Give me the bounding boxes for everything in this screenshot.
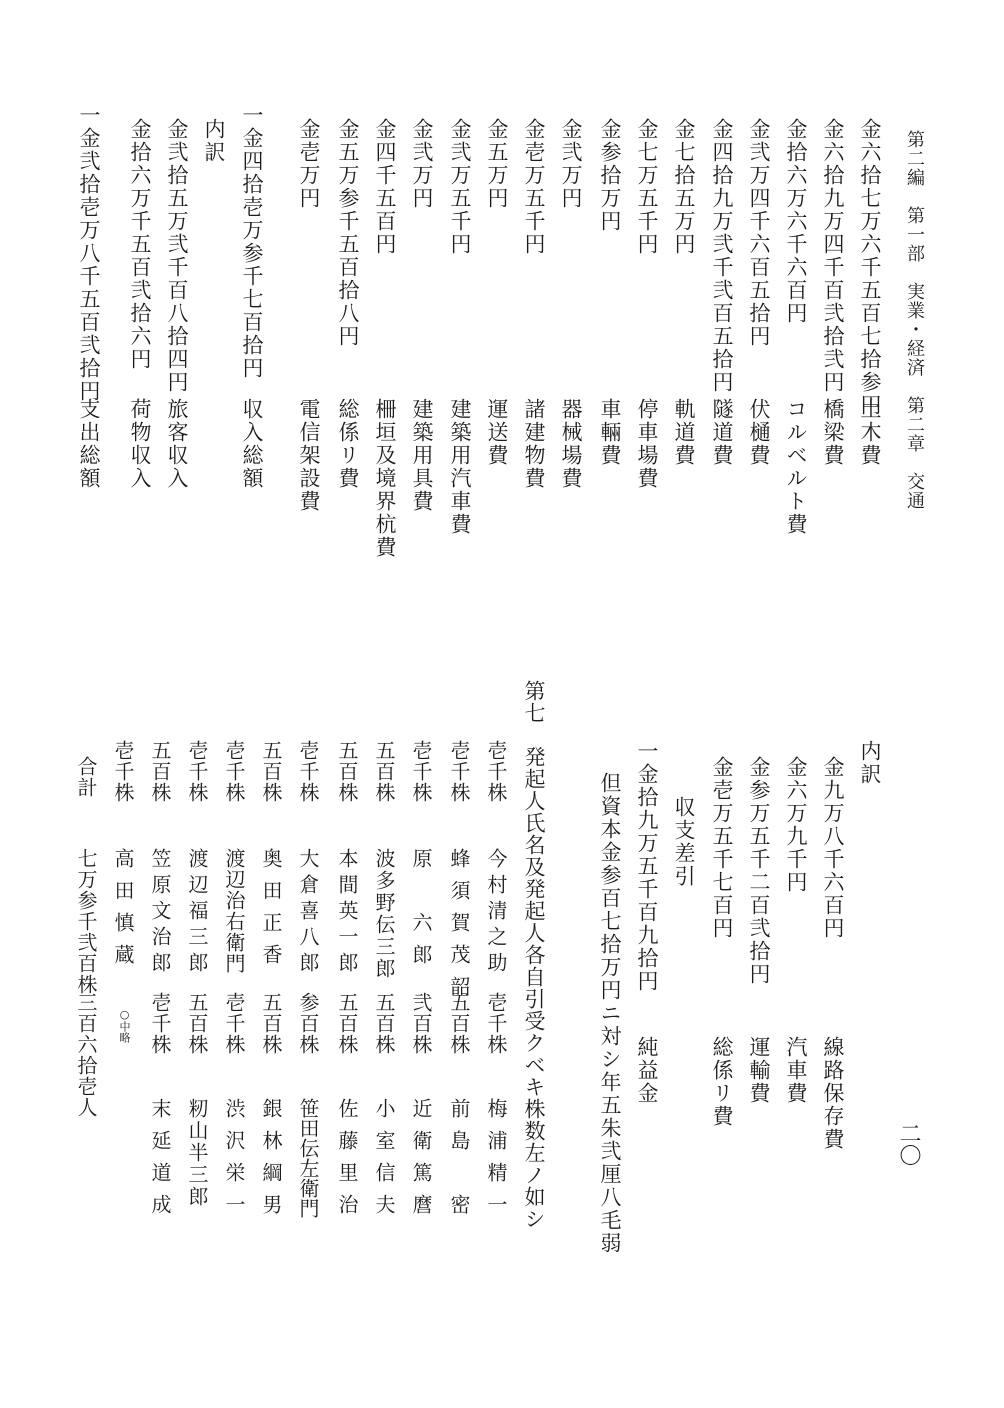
promoter-shares-a-7: 壱千株 — [222, 740, 246, 803]
amount-6: 金七万五千円 — [635, 118, 659, 256]
label-13: 柵垣及境界杭費 — [373, 398, 397, 559]
promoter-shares-a-10: 壱千株 — [111, 740, 135, 803]
label-12: 建築用具費 — [410, 398, 434, 513]
promoter-name-a-10: 高田慎蔵 — [111, 848, 135, 976]
promoter-shares-b-0: 壱千株 — [484, 992, 508, 1055]
promoter-shares-b-5: 参百株 — [296, 992, 320, 1055]
promoter-name-a-6: 奥田正香 — [259, 848, 283, 976]
promoter-shares-a-2: 壱千株 — [409, 740, 433, 803]
amount-10: 金五万円 — [485, 118, 509, 210]
income-label-1: 荷物収入 — [128, 398, 152, 490]
promoter-shares-a-0: 壱千株 — [484, 740, 508, 803]
expense-amount-1: 金六万九千円 — [784, 756, 808, 894]
promoter-name-b-0: 梅浦精一 — [484, 1098, 508, 1226]
expense-label-2: 運輸費 — [747, 1036, 771, 1105]
promoter-shares-b-9: 壱千株 — [148, 992, 172, 1055]
income-amount-0: 金弐拾五万弐千百八拾四円 — [165, 118, 189, 394]
promoter-shares-a-1: 壱千株 — [447, 740, 471, 803]
promoter-name-a-5: 大倉喜八郎 — [296, 848, 320, 978]
promoter-name-b-6: 銀林綱男 — [259, 1098, 283, 1226]
promoter-name-b-4: 佐藤里治 — [335, 1098, 359, 1226]
section-heading: 第七 発起人氏名及発起人各自引受クベキ株数左ノ如シ — [522, 680, 546, 1230]
expense-label-1: 汽車費 — [784, 1036, 808, 1105]
net-profit-label: 純益金 — [635, 1036, 659, 1105]
amount-2: 金拾六万六千六百円 — [784, 118, 808, 325]
promoter-name-b-3: 小室信夫 — [372, 1098, 396, 1226]
amount-15: 金壱万円 — [297, 118, 321, 210]
label-3: 伏樋費 — [747, 398, 771, 467]
expense-label-0: 線路保存費 — [821, 1036, 845, 1151]
page-number: 二〇 — [896, 1122, 921, 1166]
promoter-name-a-3: 波多野伝三郎 — [372, 848, 396, 980]
promoter-name-a-2: 原 六郎 — [409, 848, 433, 976]
promoter-shares-a-6: 五百株 — [259, 740, 283, 803]
promoter-name-b-1: 前島 密 — [447, 1098, 471, 1226]
running-head: 第二編 第一部 実業・経済 第二章 交通 — [904, 130, 925, 510]
promoter-name-b-2: 近衛篤麿 — [409, 1098, 433, 1226]
total-label: 合計 — [74, 756, 98, 798]
amount-7: 金参拾万円 — [598, 118, 622, 233]
amount-14: 金五万参千五百拾八円 — [336, 118, 360, 348]
label-10: 運送費 — [485, 398, 509, 467]
amount-4: 金四拾九万弐千弐百五拾円 — [710, 118, 734, 394]
amount-5: 金七拾五万円 — [672, 118, 696, 256]
promoter-shares-b-2: 弐百株 — [409, 992, 433, 1055]
amount-9: 金壱万五千円 — [522, 118, 546, 256]
expense-breakdown-label: 内訳 — [858, 740, 882, 786]
amount-1: 金六拾九万四千百弐拾弐円 — [821, 118, 845, 394]
total-shares: 七万参千弐百株 — [74, 848, 98, 995]
label-7: 車輛費 — [598, 398, 622, 467]
promoter-name-a-8: 渡辺福三郎 — [185, 848, 209, 978]
promoter-shares-b-4: 五百株 — [335, 992, 359, 1055]
total-income-label: 収入総額 — [240, 398, 264, 490]
promoter-name-a-7: 渡辺治右衛門 — [222, 848, 246, 974]
amount-11: 金弐万五千円 — [448, 118, 472, 256]
promoter-shares-a-8: 壱千株 — [185, 740, 209, 803]
label-2: コルベルト費 — [784, 398, 808, 536]
promoter-name-a-9: 笠原文治郎 — [148, 848, 172, 978]
promoter-name-b-5: 笹田伝左衛門 — [296, 1098, 320, 1218]
balance-label: 収支差引 — [672, 796, 696, 888]
promoter-name-b-9: 末延道成 — [148, 1098, 172, 1226]
label-15: 電信架設費 — [297, 398, 321, 513]
promoter-name-a-1: 蜂須賀茂韶 — [447, 848, 471, 1008]
income-breakdown-label: 内訳 — [202, 118, 226, 164]
amount-3: 金弐万四千六百五拾円 — [747, 118, 771, 348]
promoter-shares-a-5: 壱千株 — [296, 740, 320, 803]
expense-label-3: 総係リ費 — [710, 1036, 734, 1128]
promoter-shares-b-6: 五百株 — [259, 992, 283, 1055]
amount-12: 金弐万円 — [410, 118, 434, 210]
income-amount-1: 金拾六万千五百弐拾六円 — [128, 118, 152, 371]
label-5: 軌道費 — [672, 398, 696, 467]
total-income-amount: 一金四拾壱万参千七百拾円 — [240, 104, 264, 380]
promoter-shares-b-1: 五百株 — [447, 992, 471, 1055]
total-expense-amount: 一金弐拾壱万八千五百弐拾円 — [77, 104, 101, 403]
label-8: 器械場費 — [559, 398, 583, 490]
total-persons: 三百六拾壱人 — [74, 992, 98, 1118]
expense-amount-2: 金参万五千二百弐拾円 — [747, 756, 771, 986]
label-4: 隧道費 — [710, 398, 734, 467]
promoter-shares-b-8: 五百株 — [185, 992, 209, 1055]
promoter-name-a-4: 本間英一郎 — [335, 848, 359, 978]
amount-8: 金弐万円 — [559, 118, 583, 210]
promoter-shares-b-7: 壱千株 — [222, 992, 246, 1055]
label-9: 諸建物費 — [522, 398, 546, 490]
label-11: 建築用汽車費 — [448, 398, 472, 536]
label-0: 土木費 — [858, 398, 882, 467]
omission-note: ○中略 — [118, 1008, 131, 1043]
expense-amount-3: 金壱万五千七百円 — [710, 756, 734, 940]
label-14: 総係リ費 — [336, 398, 360, 490]
label-6: 停車場費 — [635, 398, 659, 490]
promoter-shares-b-3: 五百株 — [372, 992, 396, 1055]
amount-13: 金四千五百円 — [373, 118, 397, 256]
promoter-shares-a-4: 五百株 — [335, 740, 359, 803]
expense-amount-0: 金九万八千六百円 — [821, 756, 845, 940]
total-expense-label: 支出総額 — [77, 398, 101, 490]
net-profit-amount: 一金拾九万五千百九拾円 — [635, 740, 659, 993]
promoter-name-b-7: 渋沢栄一 — [222, 1098, 246, 1226]
promoter-shares-a-9: 五百株 — [148, 740, 172, 803]
promoter-name-a-0: 今村清之助 — [484, 848, 508, 978]
income-label-0: 旅客収入 — [165, 398, 189, 490]
label-1: 橋梁費 — [821, 398, 845, 467]
promoter-name-b-8: 籾山半三郎 — [185, 1098, 209, 1208]
dividend-note: 但資本金参百七拾万円ニ対シ年五朱弐厘八毛弱 — [598, 772, 622, 1255]
promoter-shares-a-3: 五百株 — [372, 740, 396, 803]
amount-0: 金六拾七万六千五百七拾参円 — [858, 118, 882, 417]
